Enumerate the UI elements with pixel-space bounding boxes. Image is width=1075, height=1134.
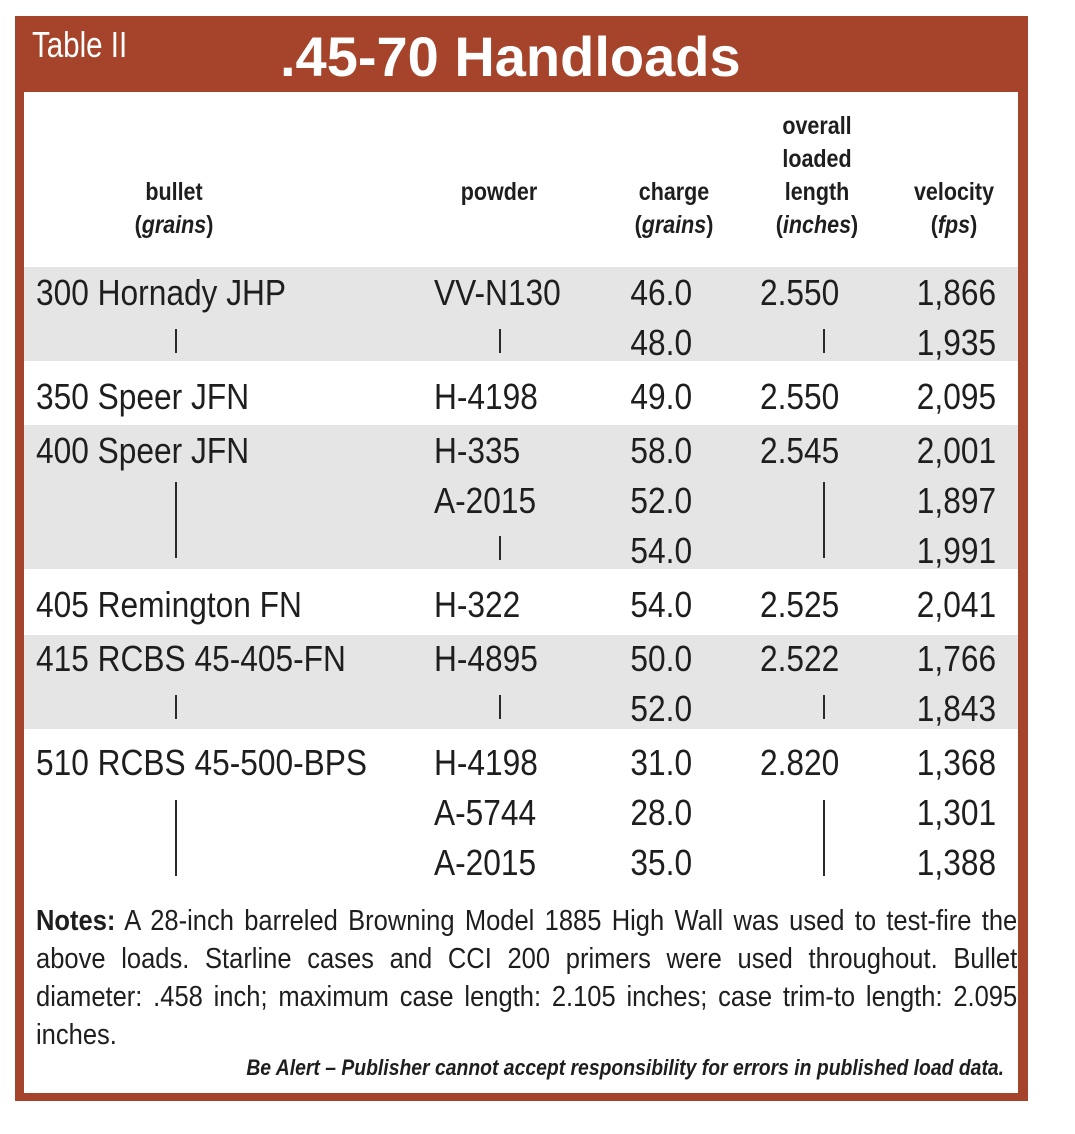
cell-powder: H-322 xyxy=(434,584,521,625)
cell-bullet: 300 Hornady JHP xyxy=(36,272,287,313)
cell-charge: 28.0 xyxy=(630,792,692,833)
disclaimer: Be Alert – Publisher cannot accept responsibility for errors in published load data. xyxy=(246,1055,1004,1080)
cell-velocity: 1,766 xyxy=(916,638,996,679)
header-charge: charge (grains) xyxy=(634,178,714,239)
cell-charge: 54.0 xyxy=(630,530,692,571)
header-oal: overall loaded length (inches) xyxy=(775,112,859,239)
cell-charge: 46.0 xyxy=(630,272,692,313)
cell-velocity: 1,843 xyxy=(916,688,996,729)
cell-powder: A-5744 xyxy=(434,792,537,833)
cell-charge: 31.0 xyxy=(630,742,692,783)
ditto-mark xyxy=(175,329,177,353)
cell-charge: 52.0 xyxy=(630,688,692,729)
table-header xyxy=(15,16,1028,92)
ditto-mark xyxy=(499,695,501,719)
cell-charge: 48.0 xyxy=(630,322,692,363)
table-title: .45-70 Handloads xyxy=(280,25,741,88)
cell-powder: VV-N130 xyxy=(434,272,561,313)
cell-velocity: 1,897 xyxy=(916,480,996,521)
cell-velocity: 1,935 xyxy=(916,322,996,363)
notes-label: Notes: xyxy=(36,905,116,937)
cell-oal: 2.525 xyxy=(760,584,840,625)
cell-bullet: 415 RCBS 45-405-FN xyxy=(36,638,346,679)
cell-powder: H-4198 xyxy=(434,742,538,783)
ditto-mark xyxy=(175,695,177,719)
cell-velocity: 1,388 xyxy=(916,842,996,883)
cell-powder: H-4198 xyxy=(434,376,538,417)
cell-bullet: 510 RCBS 45-500-BPS xyxy=(36,742,368,783)
ditto-mark xyxy=(823,329,825,353)
ditto-mark xyxy=(823,695,825,719)
ditto-mark xyxy=(499,329,501,353)
cell-bullet: 400 Speer JFN xyxy=(36,430,250,471)
table-label: Table II xyxy=(32,24,128,65)
cell-powder: A-2015 xyxy=(434,480,537,521)
cell-oal: 2.550 xyxy=(760,376,840,417)
cell-bullet: 405 Remington FN xyxy=(36,584,302,625)
cell-bullet: 350 Speer JFN xyxy=(36,376,250,417)
cell-velocity: 1,866 xyxy=(916,272,996,313)
table-frame xyxy=(15,16,1028,1101)
cell-powder: A-2015 xyxy=(434,842,537,883)
ditto-mark xyxy=(499,536,501,560)
ditto-mark xyxy=(175,482,177,558)
cell-charge: 54.0 xyxy=(630,584,692,625)
cell-powder: H-335 xyxy=(434,430,521,471)
cell-oal: 2.545 xyxy=(760,430,840,471)
ditto-mark xyxy=(823,800,825,876)
cell-charge: 58.0 xyxy=(630,430,692,471)
cell-oal: 2.550 xyxy=(760,272,840,313)
header-bullet: bullet (grains) xyxy=(134,178,214,239)
cell-velocity: 2,041 xyxy=(916,584,996,625)
cell-charge: 52.0 xyxy=(630,480,692,521)
header-powder: powder xyxy=(460,178,538,206)
cell-velocity: 2,095 xyxy=(916,376,996,417)
cell-charge: 50.0 xyxy=(630,638,692,679)
ditto-mark xyxy=(175,800,177,876)
cell-charge: 35.0 xyxy=(630,842,692,883)
header-velocity: velocity (fps) xyxy=(913,178,995,239)
table-panel xyxy=(24,92,1018,1093)
cell-velocity: 1,991 xyxy=(916,530,996,571)
ditto-mark xyxy=(823,482,825,558)
cell-velocity: 1,301 xyxy=(916,792,996,833)
cell-oal: 2.820 xyxy=(760,742,840,783)
cell-powder: H-4895 xyxy=(434,638,538,679)
cell-velocity: 2,001 xyxy=(916,430,996,471)
notes-text: A 28-inch barreled Browning Model 1885 High Wall was used to test-fire the above loads. Starline cases and CCI 200 primers were used throughout. Bullet diameter: .458 inch; maximum case length: 2.105 inches; case trim-to length: 2.095 inches. xyxy=(36,905,1018,1051)
cell-velocity: 1,368 xyxy=(916,742,996,783)
cell-charge: 49.0 xyxy=(630,376,692,417)
cell-oal: 2.522 xyxy=(760,638,840,679)
notes xyxy=(36,902,1017,1054)
